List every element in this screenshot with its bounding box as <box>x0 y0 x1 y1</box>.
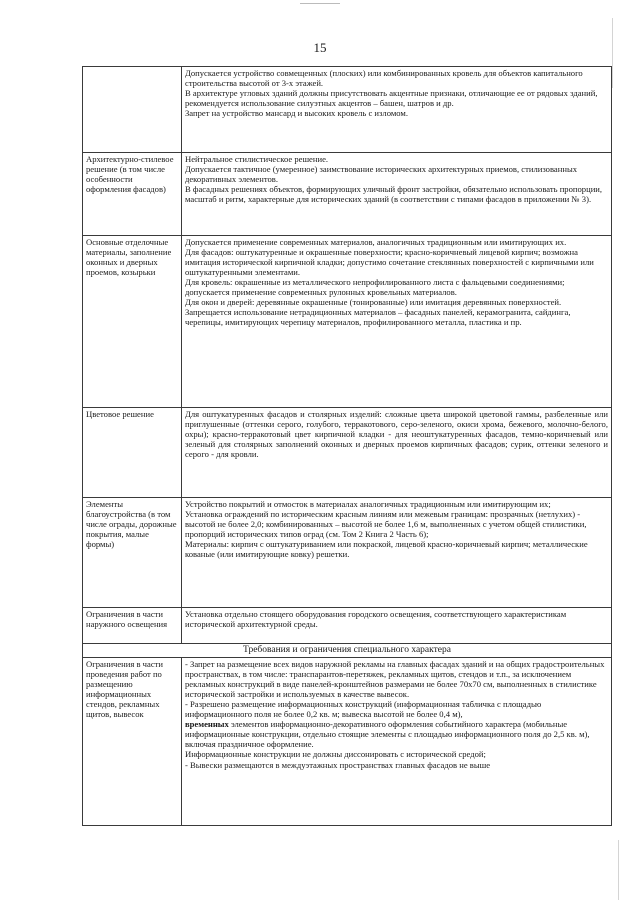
table-row <box>83 498 612 608</box>
row-label: Основные отделочные материалы, заполнение оконных и дверных проемов, козырьки <box>83 236 182 408</box>
row-content <box>182 498 612 608</box>
table-row <box>83 658 612 826</box>
paragraph: Для кровель: окрашенные из металлического непрофилированного листа с фальцевыми соединениями; допускается применение современных рулонных кровельных материалов. <box>185 277 565 298</box>
section-heading: Требования и ограничения специального характера <box>83 644 612 658</box>
paragraph: Установка отдельно стоящего оборудования городского освещения, соответствующего характеристикам исторической архитектурной среды. <box>185 609 567 630</box>
row-label <box>83 67 182 153</box>
requirements-table <box>82 66 612 826</box>
table-row <box>83 644 612 658</box>
paragraph <box>185 719 608 749</box>
paragraph: Установка ограждений по историческим красным линиям или межевым границам: прозрачных (нетлухих) - высотой не более 2,0; комбинированных – высотой не более 1,6 м, выполненных с учетом общей стилистики, пропорций исторических типов оград (см. Том 2 Книга 2 Часть 6); <box>185 509 587 540</box>
paragraph: Устройство покрытий и отмосток в материалах аналогичных традиционным или имитирующим их; <box>185 499 551 509</box>
scan-mark <box>612 18 613 88</box>
row-content <box>182 67 612 153</box>
paragraph: Для фасадов: оштукатуренные и окрашенные поверхности; красно-коричневый лицевой кирпич; возможна имитация исторической кирпичной кладки; допустимо сочетание стеклянных поверхностей с кирпичными или оштукатуренными элементами. <box>185 247 594 278</box>
paragraph: Нейтральное стилистическое решение. <box>185 154 329 164</box>
table-row <box>83 153 612 236</box>
paragraph: В фасадных решениях объектов, формирующих уличный фронт застройки, обязательно использовать пропорции, масштаб и ритм, характерные для исторических зданий (в соответствии с типами фасадов в приложении № 3). <box>185 184 603 205</box>
paragraph: - Разрешено размещение информационных конструкций (информационная табличка с площадью информационного поля не более 0,2 кв. м; вывеска высотой не более 0,4 м), <box>185 699 542 720</box>
scan-mark <box>300 3 340 4</box>
row-content <box>182 408 612 498</box>
paragraph: - Запрет на размещение всех видов наружной рекламы на главных фасадах зданий и на общих градостроительных пространствах, в том числе: транспарантов-перетяжек, рекламных щитов, стендов и т.п., за исключением рекламных конструкций в виде панелей-кронштейнов размерами не более 70х70 см, выполненных в стилистике исторической застройки и используемых в качестве вывесок. <box>185 659 605 700</box>
paragraph: В архитектуре угловых зданий должны присутствовать акцентные признаки, отличающие ее от рядовых зданий, рекомендуется использование силуэтных акцентов – башен, шатров и др. <box>185 88 598 109</box>
paragraph: Материалы: кирпич с оштукатуриванием или покраской, лицевой красно-коричневый кирпич; металлические кованые (или имитирующие ковку) решетки. <box>185 539 588 560</box>
page-number: 15 <box>313 40 327 55</box>
paragraph: Информационные конструкции не должны диссонировать с исторической средой; <box>185 749 486 760</box>
paragraph: Для окон и дверей: деревянные окрашенные (тонированные) или имитация деревянных поверхностей. <box>185 297 562 308</box>
table-row <box>83 608 612 644</box>
scan-mark <box>618 840 619 900</box>
paragraph: Запрещается использование нетрадиционных материалов – фасадных панелей, керамогранита, сайдинга, черепицы, имитирующих черепицу материалов, профилированного металла, пластика и пр. <box>185 307 571 328</box>
row-content <box>182 608 612 644</box>
row-label: Ограничения в части проведения работ по размещению информационных стендов, рекламных щитов, вывесок <box>83 658 182 826</box>
row-label: Цветовое решение <box>83 408 182 498</box>
row-content <box>182 153 612 236</box>
row-label: Элементы благоустройства (в том числе ограды, дорожные покрытия, малые формы) <box>83 498 182 608</box>
paragraph: Допускается применение современных материалов, аналогичных традиционным или имитирующих их. <box>185 237 567 247</box>
table-row <box>83 67 612 153</box>
paragraph: Запрет на устройство мансард и высоких кровель с изломом. <box>185 108 408 119</box>
paragraph: Допускается устройство совмещенных (плоских) или комбинированных кровель для объектов капитального строительства высотой от 3-х этажей. <box>185 68 583 89</box>
paragraph: - Вывески размещаются в междуэтажных пространствах главных фасадов не выше <box>185 759 491 770</box>
row-content <box>182 658 612 826</box>
paragraph: Для оштукатуренных фасадов и столярных изделий: сложные цвета широкой цветовой гаммы, разбеленные или приглушенные (оттенки серого, голубого, терракотового, серо-зеленого, окиси хрома, бежевого, молочно-белого, охры); красно-терракотовый цвет кирпичной кладки - для неоштукатуренных фасадов, темно-коричневый или зеленый для столярных заполнений оконных и дверных проемов кирпичных фасадов; сурик, оттенки зеленого и серого - для кровли. <box>185 409 608 460</box>
table-row <box>83 408 612 498</box>
bold-text: временных <box>185 719 229 730</box>
table-row <box>83 236 612 408</box>
row-content <box>182 236 612 408</box>
paragraph-text: элементов информационно-декоративного оформления событийного характера (мобильные информационные конструкции, отдельно стоящие элементы с площадью информационного поля до 2,5 кв. м), включая праздничное оформление. <box>185 719 590 750</box>
row-label: Архитектурно-стилевое решение (в том числе особенности оформления фасадов) <box>83 153 182 236</box>
paragraph: Допускается тактичное (умеренное) заимствование исторических архитектурных приемов, стилизованных декоративных элементов. <box>185 164 578 185</box>
row-label: Ограничения в части наружного освещения <box>83 608 182 644</box>
